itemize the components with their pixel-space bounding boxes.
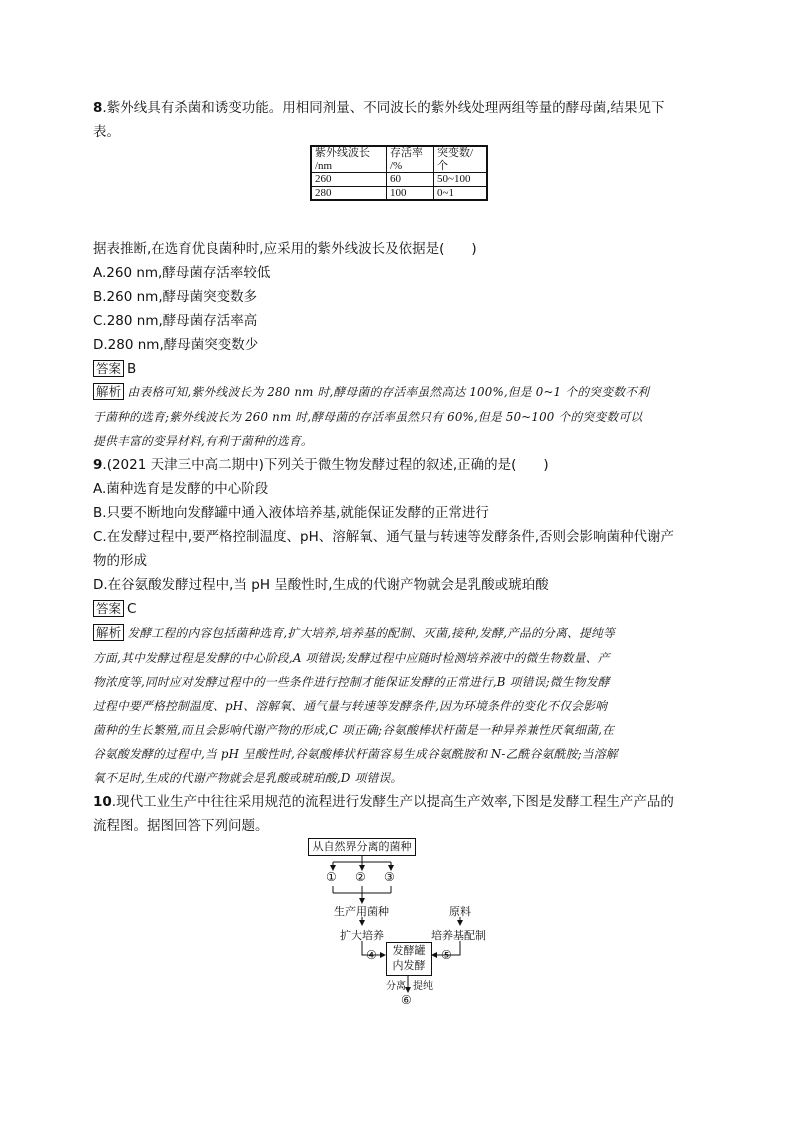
q8-number: 8 [93,100,103,116]
natural-strain-box: 从自然界分离的菌种 [308,838,416,856]
q10-number: 10 [93,794,112,810]
q9-number: 9 [93,457,103,473]
q9-analysis-line2: 方面,其中发酵过程是发酵的中心阶段,A 项错误;发酵过程中应随时检测培养液中的微生物数量、产 [93,651,610,665]
purification-label: 提纯 [413,981,433,992]
q9-option-d: D.在谷氨酸发酵过程中,当 pH 呈酸性时,生成的代谢产物就会是乳酸或琥珀酸 [93,577,549,593]
step-6-label: ⑥ [401,993,412,1007]
step-5-label: ⑤ [441,948,452,962]
q9-option-c: C.在发酵过程中,要严格控制温度、pH、溶解氧、通气量与转速等发酵条件,否则会影响菌种代谢产 [93,529,675,545]
q9-analysis-line4: 过程中要严格控制温度、pH、溶解氧、通气量与转速等发酵条件,因为环境条件的变化不仅会影响 [93,699,608,713]
q9-option-a: A.菌种选育是发酵的中心阶段 [93,481,269,497]
q9-analysis-line1: 解析 发酵工程的内容包括菌种选育,扩大培养,培养基的配制、灭菌,接种,发酵,产品的分离、提纯等 [93,625,615,641]
q9-stem: 9.(2021 天津三中高二期中)下列关于微生物发酵过程的叙述,正确的是( ) [93,457,549,473]
q10-stem-line1: 10.现代工业生产中往往采用规范的流程进行发酵生产以提高生产效率,下图是发酵工程生产产品的 [93,794,674,810]
answer-tag: 答案 [93,360,124,377]
q8-analysis-line3: 提供丰富的变异材料,有利于菌种的选育。 [93,434,313,448]
analysis-tag: 解析 [93,383,124,400]
q8-analysis-line2: 于菌种的选育;紫外线波长为 260 nm 时,酵母菌的存活率虽然只有 60%,但是 50~100 个的突变数可以 [93,410,643,424]
raw-material-label: 原料 [449,905,471,918]
q9-answer: 答案 C [93,599,136,619]
production-strain-label: 生产用菌种 [334,905,389,918]
q8-option-b: B.260 nm,酵母菌突变数多 [93,289,258,305]
q8-option-c: C.280 nm,酵母菌存活率高 [93,313,258,329]
q8-option-a: A.260 nm,酵母菌存活率较低 [93,265,271,281]
fermenter-line2: 内发酵 [392,959,426,972]
table-row [311,173,487,187]
header-wavelength: 紫外线波长 /nm [311,146,387,173]
q9-analysis-line5: 菌种的生长繁殖,而且会影响代谢产物的形成,C 项正确;谷氨酸棒状杆菌是一种异养兼性厌氧细菌,在 [93,723,615,737]
q8-stem-line2: 表。 [93,124,120,140]
q10-stem-line2: 流程图。据图回答下列问题。 [93,818,269,834]
separation-label: 分离 [386,981,406,992]
q9-analysis-line3: 物浓度等,同时应对发酵过程中的一些条件进行控制才能保证发酵的正常进行,B 项错误;微生物发酵 [93,675,610,689]
q9-analysis-line7: 氧不足时,生成的代谢产物就会是乳酸或琥珀酸,D 项错误。 [93,771,403,785]
q8-stem-line1: 8.紫外线具有杀菌和诱变功能。用相同剂量、不同波长的紫外线处理两组等量的酵母菌,结果见下 [93,100,665,116]
medium-prep-label: 培养基配制 [431,929,486,942]
table-cell: 50~100 [434,173,488,187]
q8-answer: 答案 B [93,359,136,379]
q8-question: 据表推断,在选育优良菌种时,应采用的紫外线波长及依据是( ) [93,241,477,257]
table-cell: 0~1 [434,186,488,200]
fermenter-box [386,942,432,976]
table-cell: 60 [387,173,434,187]
fermenter-line1: 发酵罐 [392,944,426,957]
q9-analysis-line6: 谷氨酸发酵的过程中,当 pH 呈酸性时,谷氨酸棒状杆菌容易生成谷氨酰胺和 N-乙酰谷氨酰胺;当溶解 [93,747,618,761]
answer-tag: 答案 [93,600,124,617]
analysis-tag: 解析 [93,624,124,641]
step-2-label: ② [355,870,366,884]
table-cell: 280 [311,186,387,200]
table-header-row [311,146,487,173]
q9-option-b: B.只要不断地向发酵罐中通入液体培养基,就能保证发酵的正常进行 [93,505,489,521]
expand-culture-label: 扩大培养 [340,929,384,942]
q8-option-d: D.280 nm,酵母菌突变数少 [93,337,259,353]
step-3-label: ③ [384,870,395,884]
q8-analysis-line1: 解析 由表格可知,紫外线波长为 280 nm 时,酵母菌的存活率虽然高达 100%,但是 0~1 个的突变数不利 [93,384,649,400]
table-row [311,186,487,200]
header-survival: 存活率 /% [387,146,434,173]
table-cell: 260 [311,173,387,187]
q9-option-c-cont: 物的形成 [93,553,147,569]
table-cell: 100 [387,186,434,200]
uv-table [310,145,488,201]
step-1-label: ① [326,870,337,884]
step-4-label: ④ [366,948,377,962]
header-mutation: 突变数/ 个 [434,146,488,173]
